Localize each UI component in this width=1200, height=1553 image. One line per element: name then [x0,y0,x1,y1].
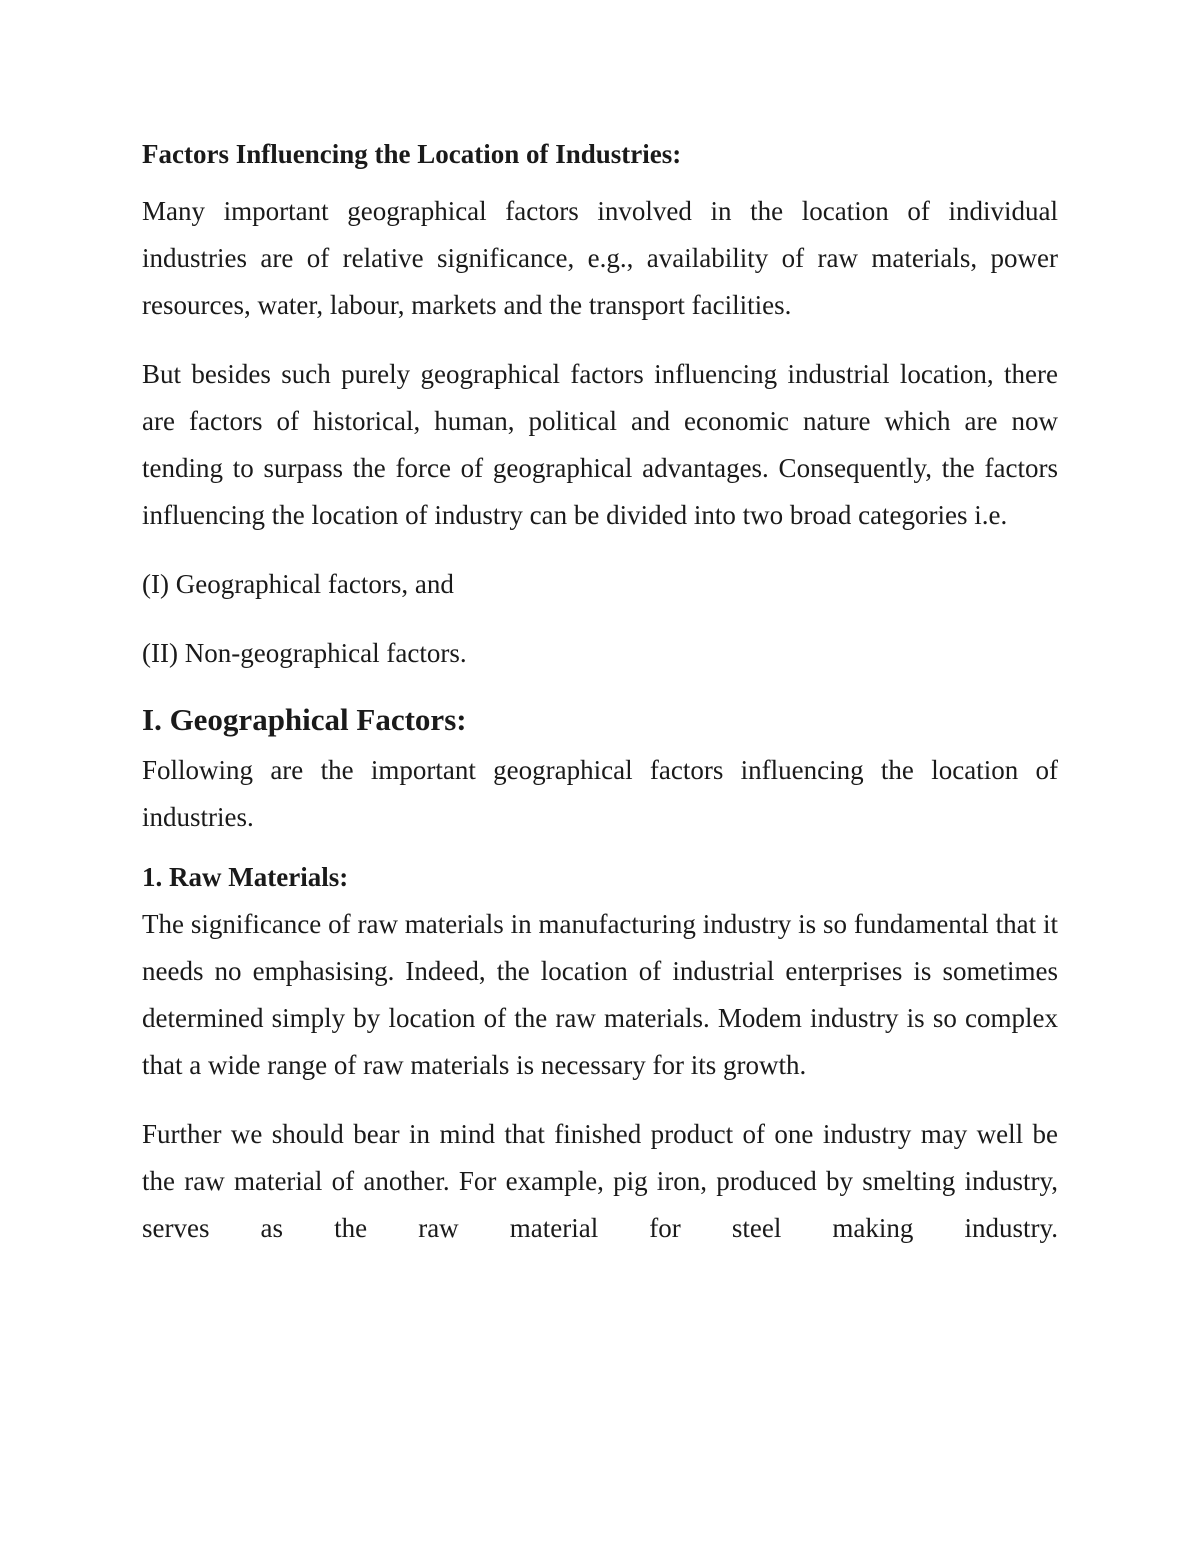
section-heading: I. Geographical Factors: [142,702,467,737]
category-item-1: (I) Geographical factors, and [142,569,454,599]
intro-paragraph-2: But besides such purely geographical factors influencing industrial location, there are factors of historical, human, political and economic nature which are now tending to surpass the force of geographical advantages. Consequently, the factors influencing the location of industry can be divided into two broad categories i.e. [142,359,1058,530]
raw-materials-paragraph-2: Further we should bear in mind that finished product of one industry may well be the raw material of another. For example, pig iron, produced by smelting industry, serves as the raw material for steel making industry. [142,1119,1058,1243]
section-intro-paragraph: Following are the important geographical factors influencing the location of industries. [142,755,1058,832]
intro-paragraph-1: Many important geographical factors involved in the location of individual industries are of relative significance, e.g., availability of raw materials, power resources, water, labour, markets and the transport facilities. [142,196,1058,320]
subheading-raw-materials: 1. Raw Materials: [142,862,349,892]
category-item-2: (II) Non-geographical factors. [142,638,467,668]
raw-materials-paragraph-1: The significance of raw materials in manufacturing industry is so fundamental that it needs no emphasising. Indeed, the location of industrial enterprises is sometimes determined simply by location of the raw materials. Modem industry is so complex that a wide range of raw materials is necessary for its growth. [142,909,1058,1080]
document-title: Factors Influencing the Location of Industries: [142,139,682,169]
document-page [142,136,1058,1252]
